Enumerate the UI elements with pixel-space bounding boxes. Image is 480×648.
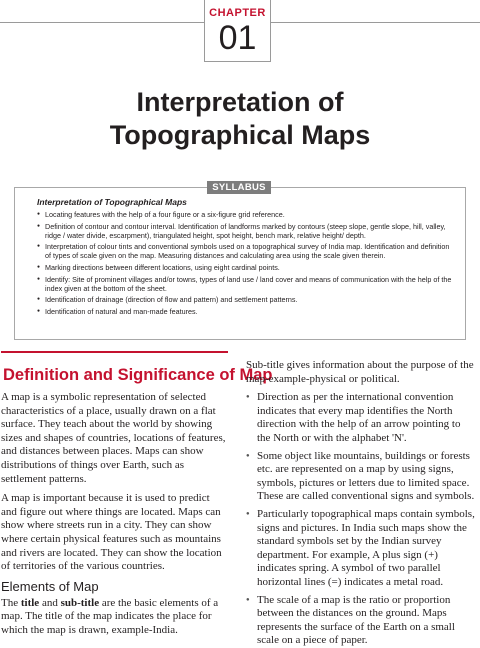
chapter-number: 01 bbox=[218, 19, 257, 57]
bullet-item: ● Some object like mountains, buildings or forests etc. are represented on a map by using signs, symbols, pictures or letters due to limited space. These are called conventional signs and symbols. bbox=[246, 450, 476, 504]
title-line-2: Topographical Maps bbox=[109, 120, 371, 150]
section-rule bbox=[1, 351, 228, 353]
syllabus-item: ● Marking directions between different locations, using eight cardinal points. bbox=[37, 263, 457, 272]
bullet-item: ● Particularly topographical maps contain symbols, signs and pictures. In India such maps show the standard symbols set by the Indian survey department. For example, A plus sign (+) indicates spring. A symbol of two parallel horizontal lines (=) indicates a metal road. bbox=[246, 508, 476, 590]
syllabus-item: ● Identification of drainage (direction of flow and pattern) and settlement patterns. bbox=[37, 295, 457, 304]
right-intro: Sub-title gives information about the purpose of the map-example-physical or political. bbox=[246, 359, 474, 385]
subheading-elements: Elements of Map bbox=[1, 578, 99, 594]
header-rule-left bbox=[0, 22, 204, 23]
term-subtitle: sub-title bbox=[60, 596, 100, 609]
right-column bbox=[246, 359, 476, 648]
paragraph-1: A map is a symbolic representation of selected characteristics of a place, usually drawn on a flat surface. They teach about the world by showing sizes and shapes of countries, locations of features, and distances between places. Maps can show distributions of things over Earth, such as settlement patterns. bbox=[1, 391, 226, 485]
syllabus-badge: SYLLABUS bbox=[207, 181, 271, 194]
title-line-1: Interpretation of bbox=[136, 87, 344, 117]
syllabus-item: ● Identify: Site of prominent villages and/or towns, types of land use / land cover and means of communication with the help of the index given at the bottom of the sheet. bbox=[37, 275, 457, 293]
syllabus-item: ● Definition of contour and contour interval. Identification of landforms marked by contours (steep slope, gentle slope, hill, valley, ridge / water divide, escarpment), triangulated height, spot height, bench mark, relative height/ depth. bbox=[37, 222, 457, 240]
chapter-box bbox=[204, 0, 271, 62]
syllabus-list bbox=[37, 210, 457, 318]
bullet-item: ● Direction as per the international convention indicates that every map identifies the North direction with the help of an arrow pointing to the North or with the alphabet 'N'. bbox=[246, 391, 476, 445]
paragraph-2: A map is important because it is used to predict and figure out where things are located. Maps can show where streets run in a city. They can show where certain physical features such as mountains and rivers are located. They can show the location of territories of the various countries. bbox=[1, 492, 222, 573]
syllabus-item: ● Interpretation of colour tints and conventional symbols used on a topographical survey of India map. Identification and definition of types of scale given on the map. Measuring distances and calculating area using the scale given therein. bbox=[37, 242, 457, 260]
section-heading: Definition and Significance of Map bbox=[3, 366, 273, 384]
syllabus-heading: Interpretation of Topographical Maps bbox=[37, 197, 187, 207]
syllabus-item: ● Identification of natural and man-made features. bbox=[37, 307, 457, 316]
paragraph-3: The title and sub-title are the basic elements of a map. The title of the map indicates the place for which the map is drawn, example-India. bbox=[1, 596, 219, 636]
chapter-label: CHAPTER bbox=[209, 7, 266, 19]
term-title: title bbox=[20, 596, 40, 609]
bullet-item: ● The scale of a map is the ratio or proportion between the distances on the ground. Maps represents the surface of the Earth on a small scale on a piece of paper. bbox=[246, 594, 476, 648]
syllabus-item: ● Locating features with the help of a four figure or a six-figure grid reference. bbox=[37, 210, 457, 219]
header-rule-right bbox=[271, 22, 480, 23]
page-title bbox=[0, 86, 480, 152]
left-column bbox=[1, 391, 228, 638]
